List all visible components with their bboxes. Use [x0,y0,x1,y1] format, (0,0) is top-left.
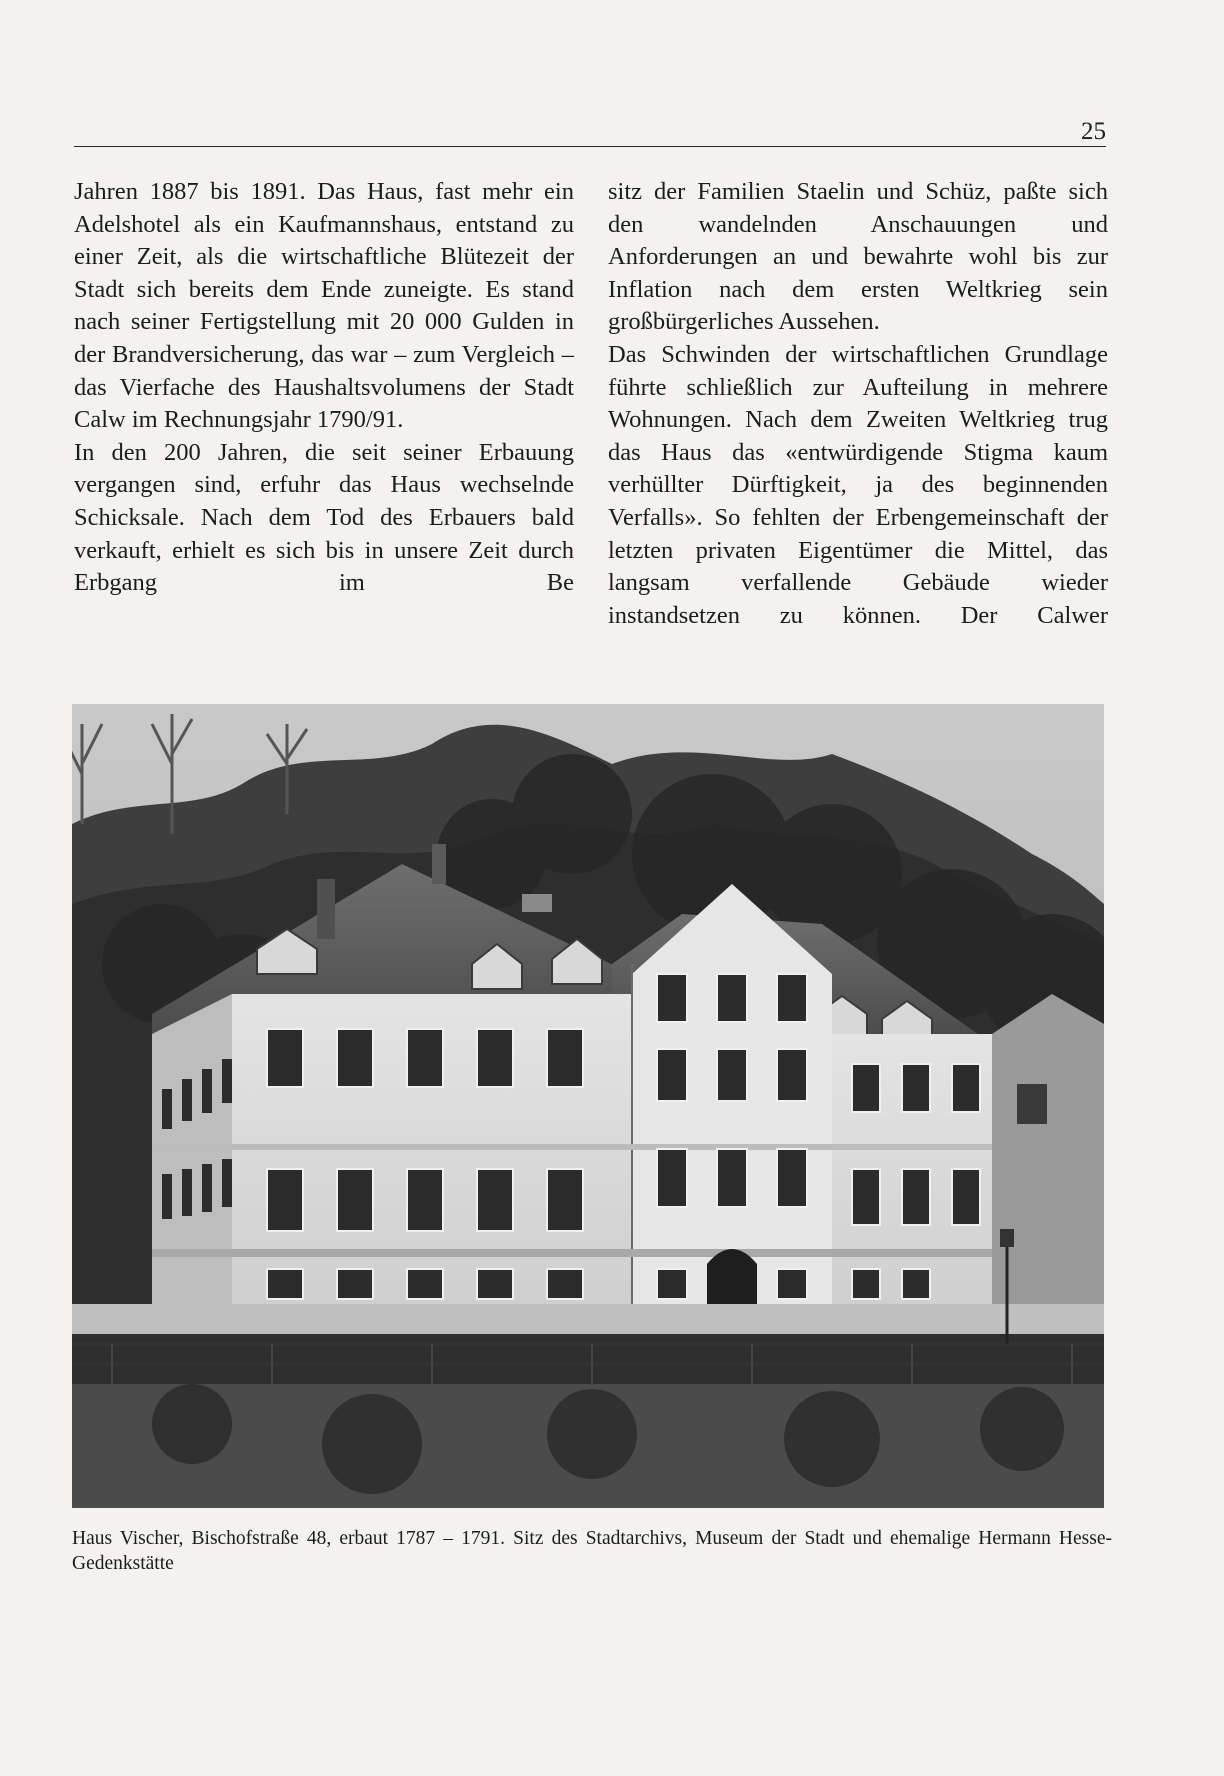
right-paragraph-2: Das Schwinden der wirtschaftlichen Grundlage führte schließlich zur Aufteilung in mehrere Wohnungen. Nach dem Zweiten Weltkrieg trug das Haus das «entwürdigende Stigma kaum verhüllter Dürftigkeit, ja des beginnenden Verfalls». So fehlten der Erbengemeinschaft der letzten privaten Eigentümer die Mittel, das langsam verfallende Gebäude wieder instandsetzen zu können. Der Calwer [608,340,1108,629]
page-number: 25 [1081,118,1106,145]
right-paragraph-1: sitz der Familien Staelin und Schüz, paßte sich den wandelnden Anschauungen und Anforderungen an und bewahrte wohl bis zur Inflation nach dem ersten Weltkrieg sein großbürgerliches Aussehen. [608,178,1108,336]
left-paragraph-2: In den 200 Jahren, die seit seiner Erbauung vergangen sind, erfuhr das Haus wechselnde Schicksale. Nach dem Tod des Erbauers bald verkauft, erhielt es sich bis in unsere Zeit durch Erbgang im Be [74,438,574,597]
building-photo-illustration [72,704,1104,1508]
left-paragraph-1: Jahren 1887 bis 1891. Das Haus, fast mehr ein Adelshotel als ein Kaufmannshaus, entstand zu einer Zeit, als die wirtschaftliche Blütezeit der Stadt sich bereits dem Ende zuneigte. Es stand nach seiner Fertigstellung mit 20 000 Gulden in der Brandversicherung, das war – zum Vergleich – das Vierfache des Haushaltsvolumens der Stadt Calw im Rechnungsjahr 1790/91. [74,178,574,434]
figure-caption: Haus Vischer, Bischofstraße 48, erbaut 1787 – 1791. Sitz des Stadtarchivs, Museum der Stadt und ehemalige Hermann Hesse-Gedenkstätte [72,1528,1112,1574]
header-rule [74,146,1106,147]
right-text-column [608,176,1108,632]
left-text-column [74,176,574,600]
building-photo [72,704,1104,1508]
